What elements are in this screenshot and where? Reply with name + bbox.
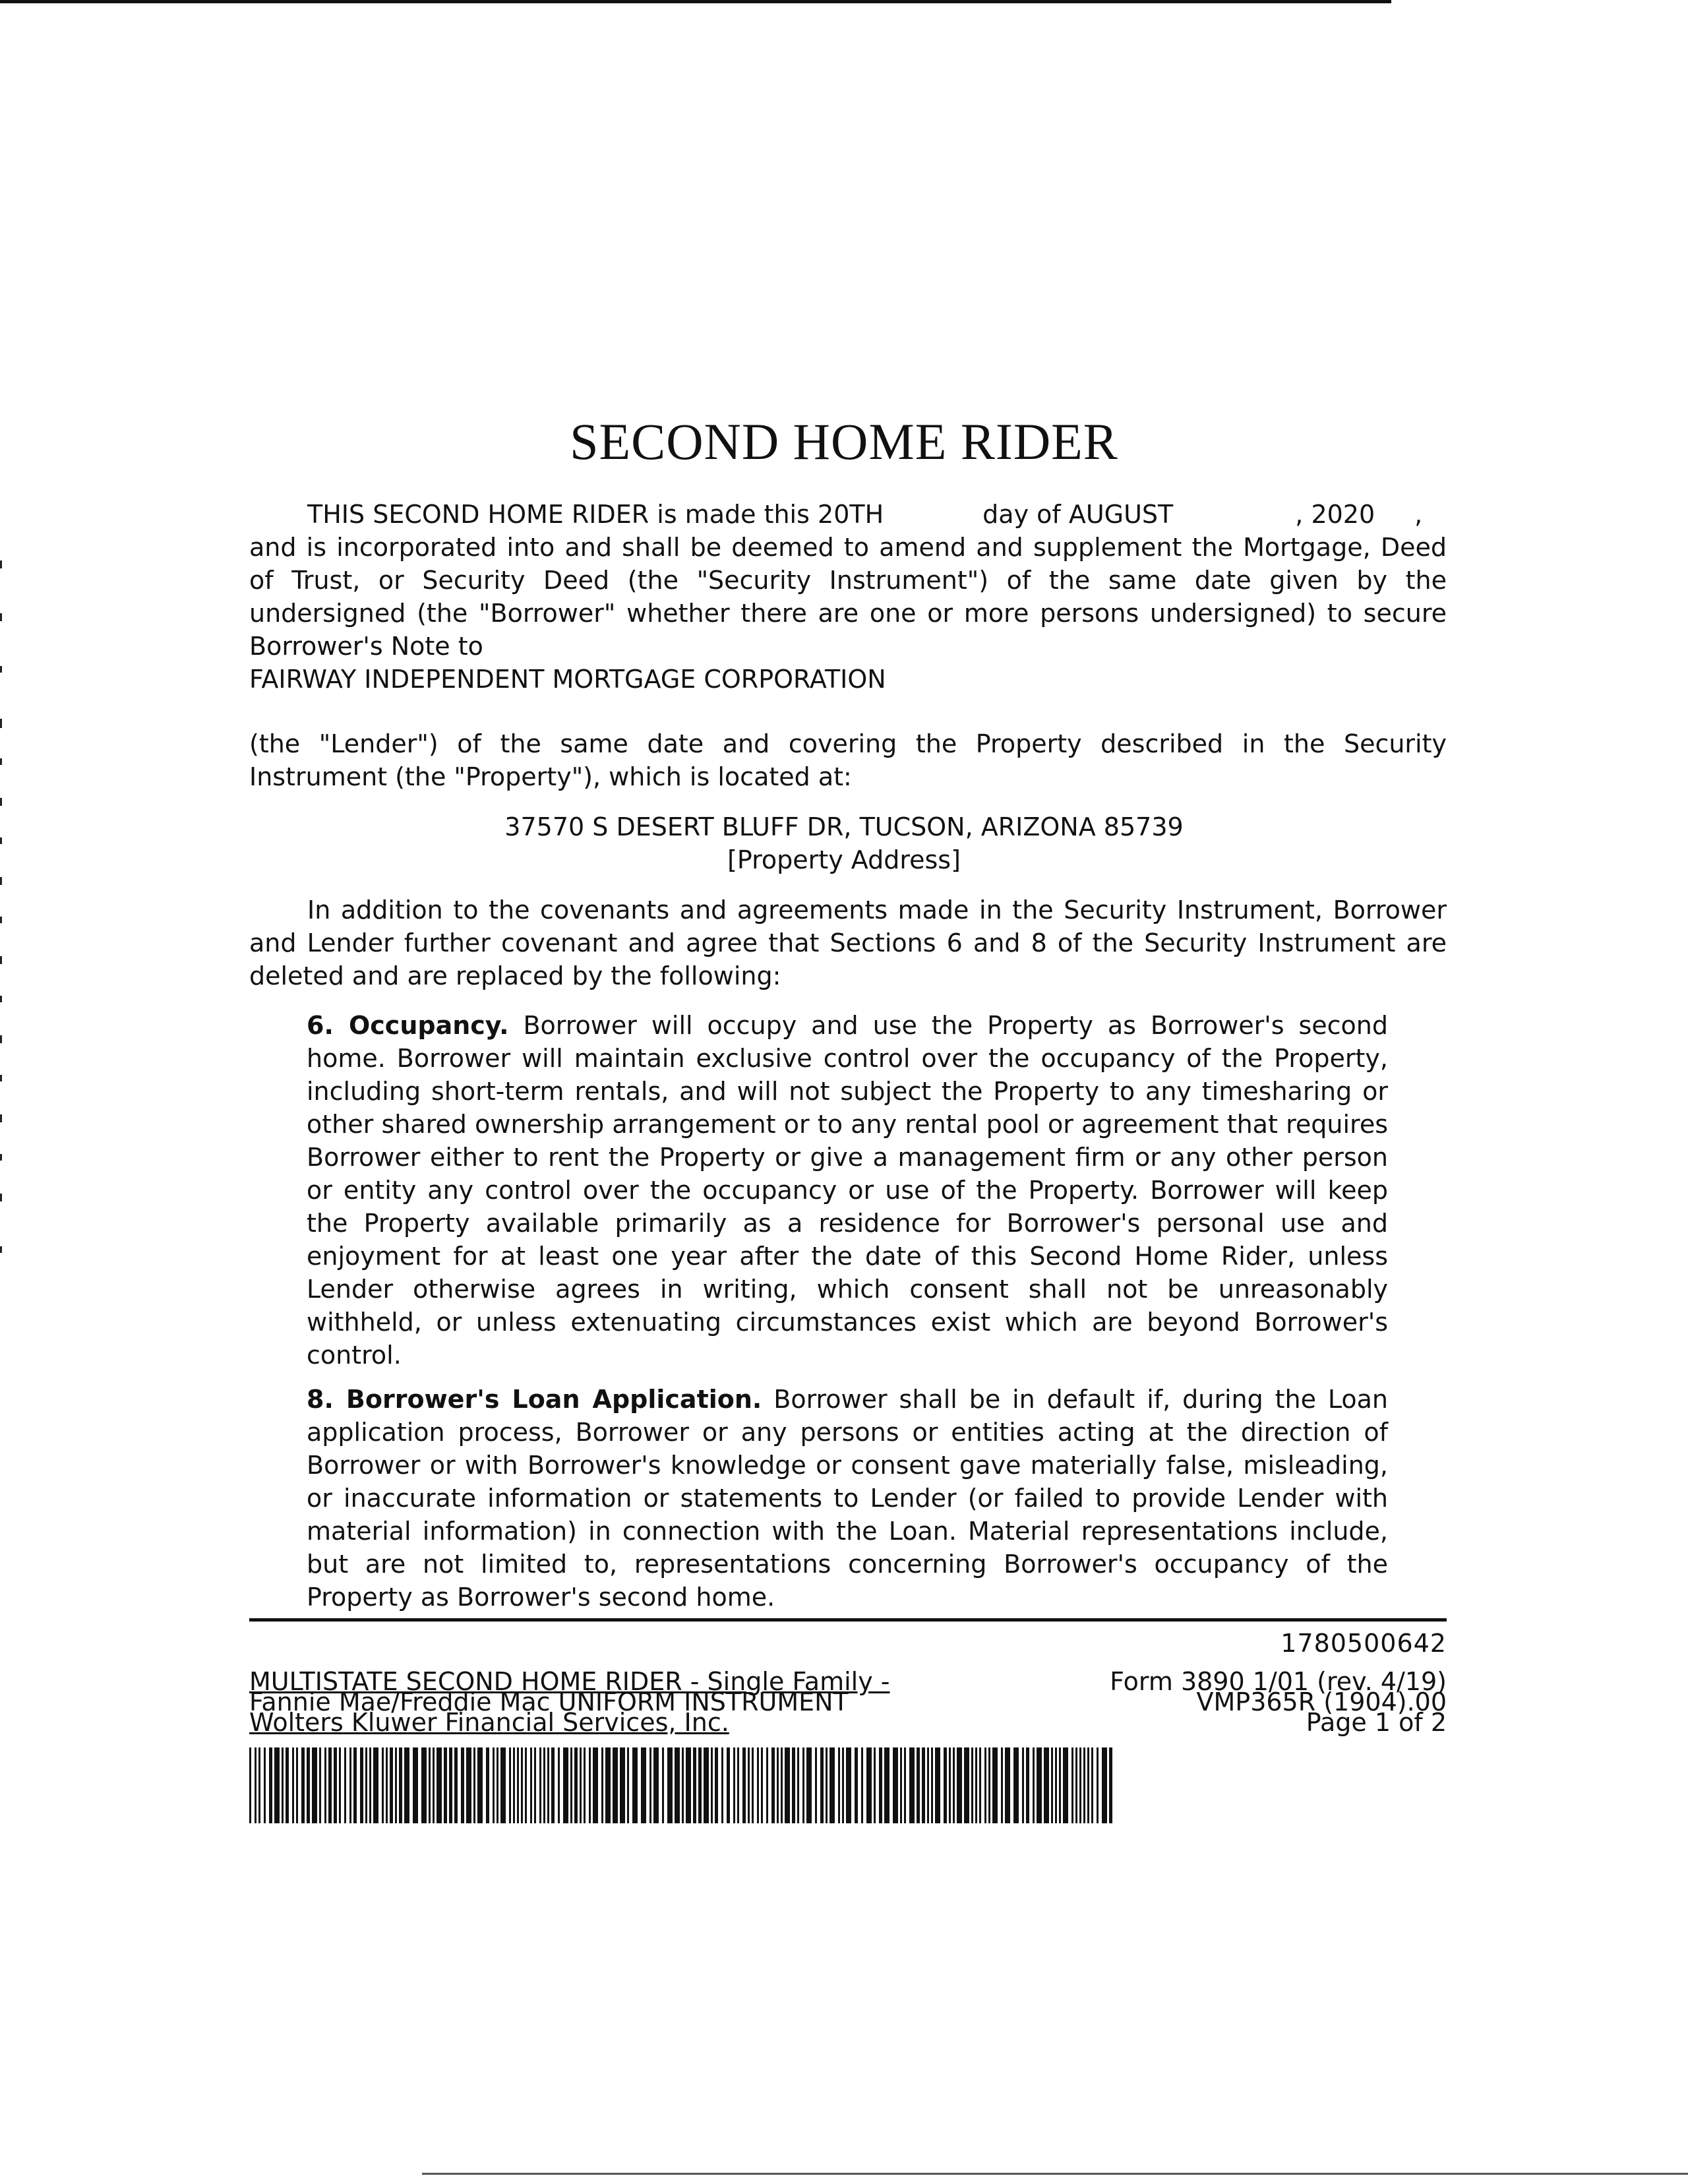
year-trailing-comma: ,	[1414, 500, 1423, 529]
footer-rule	[249, 1618, 1447, 1622]
property-address: 37570 S DESERT BLUFF DR, TUCSON, ARIZONA 85739	[504, 812, 1184, 841]
section-6-occupancy	[307, 1009, 1388, 1372]
intro-lead: THIS SECOND HOME RIDER is made this	[307, 500, 810, 529]
footer-form-description	[249, 1667, 890, 1737]
year-comma: ,	[1295, 500, 1304, 529]
property-address-label: [Property Address]	[727, 845, 961, 874]
covenant-paragraph: In addition to the covenants and agreements made in the Security Instrument, Borrower and Lender further covenant and agree that Sections 6 and 8 of the Security Instrument are deleted and are replaced by the following:	[249, 895, 1447, 990]
lender-name: FAIRWAY INDEPENDENT MORTGAGE CORPORATION	[249, 665, 886, 694]
document-title: SECOND HOME RIDER	[570, 413, 1118, 470]
scan-margin-marks-graphic	[0, 561, 3, 1286]
section-6-text: Borrower will occupy and use the Property as Borrower's second home. Borrower will maintain exclusive control over the occupancy of the Property, including short-term rentals, and will not subject the Property to any timesharing or other shared ownership arrangement or to any rental pool or agreement that requires Borrower either to rent the Property or give a management firm or any other person or entity any control over the occupancy or use of the Property. Borrower will keep the Property available primarily as a residence for Borrower's personal use and enjoyment for at least one year after the date of this Second Home Rider, unless Lender otherwise agrees in writing, which consent shall not be unreasonably withheld, or unless extenuating circumstances exist which are beyond Borrower's control.	[307, 1011, 1388, 1370]
footer-left-line-3: Wolters Kluwer Financial Services, Inc.	[249, 1708, 729, 1737]
section-6-heading: 6. Occupancy.	[307, 1011, 509, 1040]
footer-left-line-2: Fannie Mae/Freddie Mac UNIFORM INSTRUMENT	[249, 1687, 849, 1716]
footer-form-identifiers	[1110, 1667, 1447, 1737]
intro-first-line	[249, 498, 1447, 531]
vmp-code: VMP365R (1904).00	[1196, 1687, 1447, 1716]
intro-body: and is incorporated into and shall be deemed to amend and supplement the Mortgage, Deed of Trust, or Security Deed (the "Security Instrument") of the same date given by the undersigned (the "Borrower" whether there are one or more persons undersigned) to secure Borrower's Note to	[249, 533, 1447, 661]
section-8-text: Borrower shall be in default if, during the Loan application process, Borrower or any persons or entities acting at the direction of Borrower or with Borrower's knowledge or consent gave materially false, misleading, or inaccurate information or statements to Lender (or failed to provide Lender with material information) in connection with the Loan. Material representations include, but are not limited to, representations concerning Borrower's occupancy of the Property as Borrower's second home.	[307, 1385, 1388, 1612]
page-number: Page 1 of 2	[1306, 1708, 1447, 1737]
lender-paragraph: (the "Lender") of the same date and covering the Property described in the Security Instrument (the "Property"), which is located at:	[249, 729, 1447, 791]
intro-paragraph	[249, 498, 1447, 696]
top-scan-edge	[0, 0, 1391, 3]
property-block	[0, 810, 1688, 876]
barcode-graphic	[249, 1747, 1117, 1823]
footer-left-line-1: MULTISTATE SECOND HOME RIDER - Single Family -	[249, 1667, 890, 1696]
date-month: AUGUST	[1068, 500, 1174, 529]
section-8-loan-application	[307, 1383, 1388, 1614]
section-8-heading: 8. Borrower's Loan Application.	[307, 1385, 762, 1414]
bottom-scan-edge	[422, 2173, 1688, 2175]
loan-number: 1780500642	[1281, 1629, 1447, 1658]
date-year: 2020	[1311, 500, 1375, 529]
form-number: Form 3890 1/01 (rev. 4/19)	[1110, 1667, 1447, 1696]
day-of-label: day of	[982, 500, 1061, 529]
scan-margin-marks	[0, 561, 3, 1286]
date-day: 20TH	[818, 500, 884, 529]
